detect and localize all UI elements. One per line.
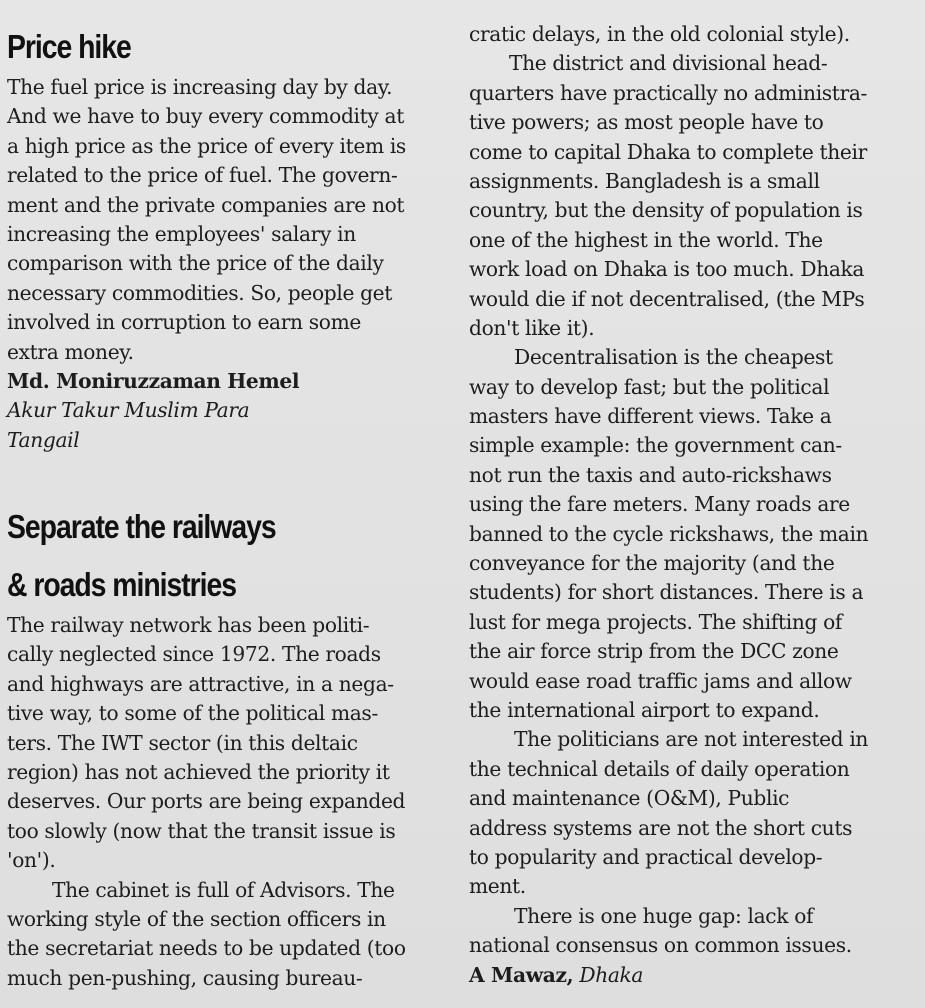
text-line: work load on Dhaka is too much. Dhaka bbox=[469, 257, 865, 282]
text-line: the secretariat needs to be updated (too bbox=[7, 936, 406, 961]
text-line: not run the taxis and auto-rickshaws bbox=[469, 462, 832, 487]
text-line: address systems are not the short cuts bbox=[469, 815, 853, 840]
text-line: assignments. Bangladesh is a small bbox=[469, 168, 820, 193]
text-line: national consensus on common issues. bbox=[469, 933, 852, 958]
text-line: working style of the section officers in bbox=[7, 906, 386, 931]
text-line: quarters have practically no administra- bbox=[469, 80, 868, 105]
text-line: The politicians are not interested in bbox=[514, 727, 869, 752]
text-line: too slowly (now that the transit issue is bbox=[7, 818, 396, 843]
text-line: There is one huge gap: lack of bbox=[514, 903, 814, 928]
text-line: using the fare meters. Many roads are bbox=[469, 492, 850, 517]
letter-body-continued bbox=[469, 20, 915, 990]
text-line: region) has not achieved the priority it bbox=[7, 759, 390, 784]
text-line: masters have different views. Take a bbox=[469, 404, 832, 429]
letter-title: & roads ministries bbox=[7, 566, 237, 603]
text-line: don't like it). bbox=[469, 315, 595, 340]
text-line: the technical details of daily operation bbox=[469, 756, 850, 781]
text-line: conveyance for the majority (and the bbox=[469, 551, 835, 576]
text-line: The fuel price is increasing day by day. bbox=[7, 75, 393, 99]
text-line: deserves. Our ports are being expanded bbox=[7, 789, 406, 814]
text-line: ment. bbox=[469, 874, 526, 899]
text-line: much pen-pushing, causing bureau- bbox=[7, 965, 363, 990]
letter-body bbox=[7, 73, 447, 455]
text-line: a high price as the price of every item is bbox=[7, 133, 406, 158]
text-line: The railway network has been politi- bbox=[7, 613, 370, 637]
author-signature bbox=[469, 961, 915, 990]
text-line: cratic delays, in the old colonial style). bbox=[469, 22, 850, 46]
text-line: and maintenance (O&M), Public bbox=[469, 786, 790, 811]
author-city: Dhaka bbox=[579, 962, 644, 987]
text-line: the international airport to expand. bbox=[469, 697, 820, 722]
text-line: one of the highest in the world. The bbox=[469, 227, 823, 252]
text-line: tive way, to some of the political mas- bbox=[7, 701, 378, 726]
text-line: 'on'). bbox=[7, 848, 56, 873]
text-line: cally neglected since 1972. The roads bbox=[7, 642, 381, 667]
letter-price-hike bbox=[7, 28, 447, 65]
text-line: ment and the private companies are not bbox=[7, 192, 405, 217]
letter-title: Separate the railways bbox=[7, 508, 276, 545]
author-name: A Mawaz, bbox=[469, 962, 574, 987]
text-line: ters. The IWT sector (in this deltaic bbox=[7, 730, 358, 755]
text-line: simple example: the government can- bbox=[469, 433, 842, 458]
text-line: Decentralisation is the cheapest bbox=[514, 345, 833, 370]
text-line: country, but the density of population is bbox=[469, 198, 863, 223]
text-line: lust for mega projects. The shifting of bbox=[469, 609, 843, 634]
text-line: The cabinet is full of Advisors. The bbox=[52, 877, 395, 902]
text-line: the air force strip from the DCC zone bbox=[469, 639, 839, 664]
text-line: necessary commodities. So, people get bbox=[7, 280, 393, 305]
text-line: And we have to buy every commodity at bbox=[7, 104, 404, 129]
text-line: related to the price of fuel. The govern- bbox=[7, 163, 398, 188]
text-line: involved in corruption to earn some bbox=[7, 310, 361, 335]
text-line: tive powers; as most people have to bbox=[469, 110, 824, 135]
text-line: comparison with the price of the daily bbox=[7, 251, 384, 276]
author-city: Tangail bbox=[7, 427, 80, 452]
text-line: and highways are attractive, in a nega- bbox=[7, 671, 394, 696]
text-line: come to capital Dhaka to complete their bbox=[469, 139, 867, 164]
text-line: extra money. bbox=[7, 339, 134, 364]
letter-title-continued bbox=[7, 566, 447, 603]
text-line: would die if not decentralised, (the MPs bbox=[469, 286, 865, 311]
text-line: to popularity and practical develop- bbox=[469, 844, 823, 869]
letter-body bbox=[7, 611, 447, 993]
author-name: Md. Moniruzzaman Hemel bbox=[7, 368, 300, 393]
letter-railways bbox=[7, 508, 447, 545]
text-line: increasing the employees' salary in bbox=[7, 221, 356, 246]
text-line: banned to the cycle rickshaws, the main bbox=[469, 521, 869, 546]
text-line: way to develop fast; but the political bbox=[469, 374, 830, 399]
text-line: The district and divisional head- bbox=[509, 51, 828, 76]
letter-title: Price hike bbox=[7, 28, 131, 65]
text-line: students) for short distances. There is a bbox=[469, 580, 864, 605]
author-address: Akur Takur Muslim Para bbox=[7, 398, 250, 423]
text-line: would ease road traffic jams and allow bbox=[469, 668, 852, 693]
